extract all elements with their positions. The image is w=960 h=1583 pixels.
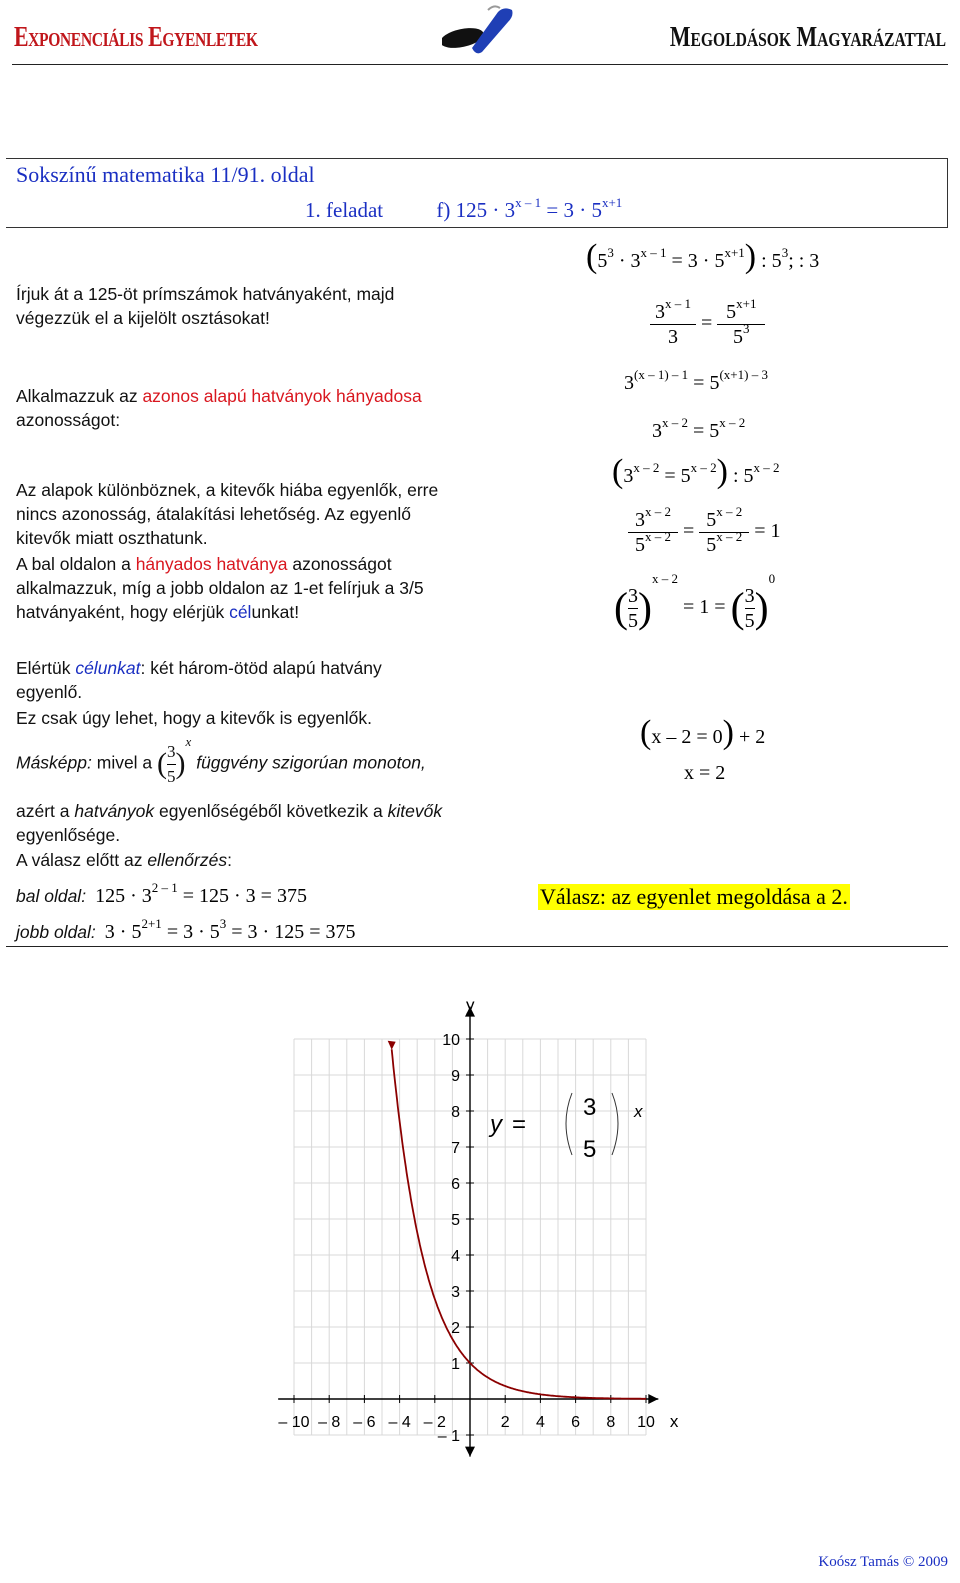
answer: Válasz: az egyenlet megoldása a 2. — [540, 884, 848, 909]
step-9: x = 2 — [684, 762, 726, 784]
task-line: 1. feladat f) $125 \cdot 3^{x - 1} = 3 \cdot 5^{x+1}$ — [305, 195, 623, 222]
y-axis-arrow-down — [465, 1447, 475, 1457]
curve-arrow — [388, 1041, 396, 1050]
explanation-p8: azért a hatványok egyenlőségéből következik a kitevők egyenlősége. — [16, 801, 443, 845]
y-tick-label: 3 — [451, 1284, 460, 1301]
y-tick-label: 1 — [451, 1356, 460, 1373]
svg-text:=: = — [512, 1111, 527, 1138]
explanation-p2: Alkalmazzuk az azonos alapú hatványok hányadosa azonosságot: — [16, 386, 422, 430]
x-axis-label: x — [669, 1412, 679, 1431]
x-tick-label: 10 — [637, 1414, 655, 1431]
step-4: $3^{x - 2} = 5^{x - 2}$ — [652, 415, 746, 442]
x-tick-label: 6 — [571, 1414, 581, 1431]
function-graph — [270, 975, 710, 1475]
y-tick-label: 7 — [451, 1140, 460, 1157]
x-tick-label: – 6 — [353, 1414, 376, 1431]
svg-text:y: y — [490, 1111, 502, 1138]
header-right-title: Megoldások Magyarázattal — [669, 22, 946, 53]
x-tick-label: 8 — [606, 1414, 616, 1431]
y-tick-label: 6 — [451, 1176, 460, 1193]
function-label — [488, 1093, 643, 1163]
y-tick-label: 4 — [451, 1248, 460, 1265]
header-left-title: Exponenciális Egyenletek — [14, 22, 258, 53]
step-8: (x – 2 = 0) + 2 — [640, 714, 766, 751]
explanation-p9: A válasz előtt az ellenőrzés: — [16, 850, 232, 870]
explanation-p4: A bal oldalon a hányados hatványa azonosságot alkalmazzuk, míg a jobb oldalon az 1-et felírjuk a 3/5 hatványaként, hogy elérjük célunkat! — [16, 554, 424, 622]
step-1: $(5^3 \cdot 3^{x - 1} = 3 \cdot 5^{x+1})$ : $5^3$; : 3 — [586, 238, 820, 275]
x-axis-arrow — [648, 1394, 658, 1404]
step-6: $\frac{3^{x - 2}}{5^{x - 2}}$ = $\frac{5^{x - 2}}{5^{x - 2}}$ = 1 — [628, 508, 781, 557]
task-number: 1. feladat — [305, 198, 384, 222]
function-curve — [392, 1049, 646, 1398]
explanation-p7: Másképp: mivel a ( $\frac{3}{5}$ )$^x$ függvény szigorúan monoton, — [16, 740, 476, 789]
step-3: $3^{(x - 1) - 1} = 5^{(x+1) - 3}$ — [624, 367, 768, 394]
y-tick-label: 5 — [451, 1212, 460, 1229]
x-tick-label: 2 — [500, 1414, 510, 1431]
footer-author: Koósz Tamás © 2009 — [818, 1554, 948, 1570]
y-tick-label: – 1 — [437, 1428, 460, 1445]
svg-text:x: x — [634, 1102, 643, 1121]
x-tick-label: – 2 — [423, 1414, 446, 1431]
separator-rule — [6, 946, 948, 947]
header-rule — [12, 64, 948, 65]
task-source: Sokszínű matematika 11/91. oldal — [16, 162, 315, 187]
y-axis-label: y — [466, 995, 475, 1015]
explanation-p6: Ez csak úgy lehet, hogy a kitevők is egyenlők. — [16, 708, 373, 728]
step-2: $\frac{3^{x - 1}}{3}$ = $\frac{5^{x+1}}{5^3}$ — [650, 300, 765, 349]
y-tick-label: 2 — [451, 1320, 460, 1337]
check-right: jobb oldal: $3 \cdot 5^{2+1} = 3 \cdot 5^3 = 3 \cdot 125 = 375$ — [16, 916, 356, 943]
explanation-p5: Elértük célunkat: két három-ötöd alapú hatvány egyenlő. — [16, 658, 382, 702]
svg-text:5: 5 — [583, 1136, 597, 1163]
y-tick-label: 9 — [451, 1068, 460, 1085]
x-tick-label: – 10 — [278, 1414, 310, 1431]
explanation-p1: Írjuk át a 125-öt prímszámok hatványaként, majd végezzük el a kijelölt osztásokat! — [16, 284, 395, 328]
y-tick-label: 10 — [442, 1032, 460, 1049]
logo — [442, 4, 516, 56]
explanation-p3: Az alapok különböznek, a kitevők hiába egyenlők, erre nincs azonosság, átalakítási lehetőség. Az egyenlő kitevők miatt oszthatunk. — [16, 480, 439, 548]
x-tick-label: – 8 — [318, 1414, 341, 1431]
x-tick-label: 4 — [535, 1414, 545, 1431]
check-left: bal oldal: $125 \cdot 3^{2 - 1} = 125 \cdot 3 = 375$ — [16, 880, 307, 907]
step-5: $(3^{x - 2} = 5^{x - 2})$ : 5$^{x - 2}$ — [612, 453, 780, 490]
svg-text:3: 3 — [583, 1094, 597, 1121]
step-7: ( $\frac{3}{5}$ )$^{x - 2}$ = 1 = ( $\frac{3}{5}$ )$^0$ — [614, 571, 776, 632]
x-tick-label: – 4 — [388, 1414, 411, 1431]
y-tick-label: 8 — [451, 1104, 460, 1121]
